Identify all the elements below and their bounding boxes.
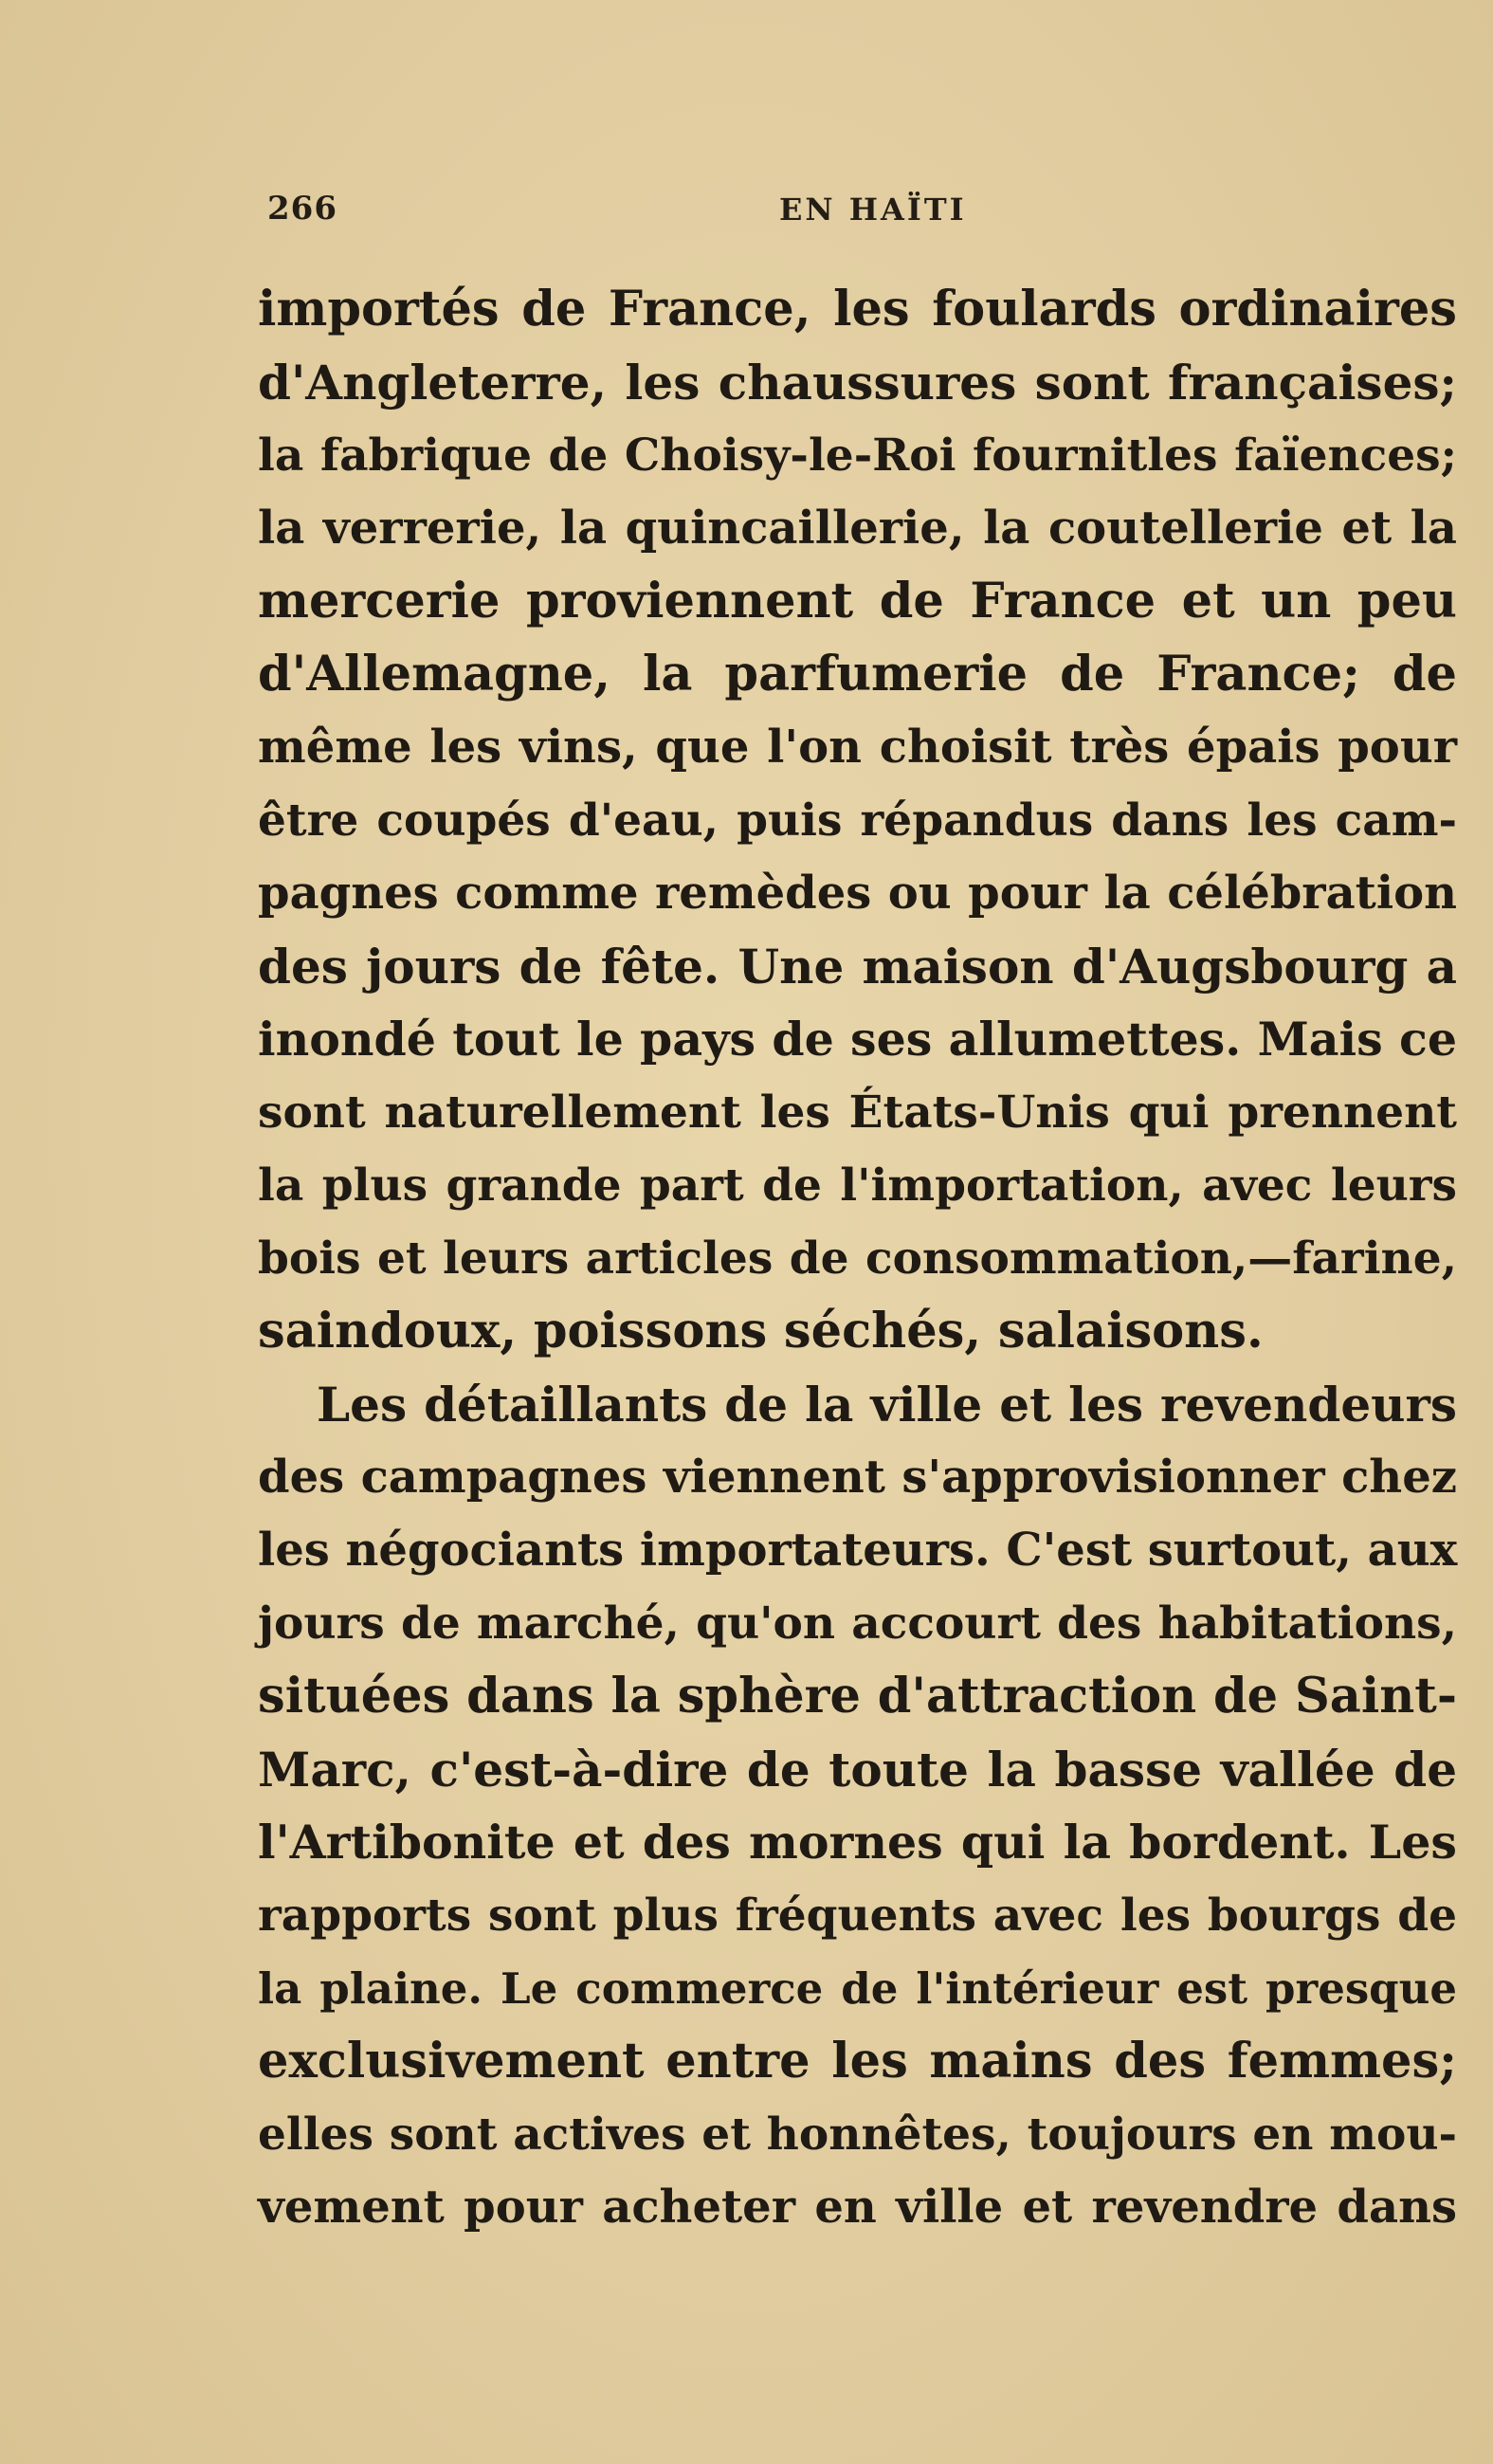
text-line: importés de France, les foulards ordinaires: [258, 281, 1457, 338]
text-line: l'Artibonite et des mornes qui la bordent. Les: [258, 1815, 1457, 1870]
text-line: elles sont actives et honnêtes, toujours en mou-: [258, 2108, 1457, 2161]
text-line: situées dans la sphère d'attraction de Saint-: [258, 1668, 1457, 1725]
text-line: bois et leurs articles de consommation,—farine,: [258, 1232, 1457, 1285]
text-line: la fabrique de Choisy-le-Roi fournitles faïences;: [258, 429, 1457, 482]
text-line: la verrerie, la quincaillerie, la coutellerie et la: [258, 502, 1457, 555]
body-text: [258, 273, 1457, 2244]
text-line: d'Allemagne, la parfumerie de France; de: [258, 646, 1457, 703]
text-line: pagnes comme remèdes ou pour la célébration: [258, 867, 1457, 920]
text-line: inondé tout le pays de ses allumettes. Mais ce: [258, 1012, 1457, 1067]
text-line: même les vins, que l'on choisit très épais pour: [258, 721, 1457, 774]
text-line: mercerie proviennent de France et un peu: [258, 573, 1457, 630]
text-line: vement pour acheter en ville et revendre dans: [258, 2181, 1457, 2234]
text-line: Marc, c'est-à-dire de toute la basse vallée de: [258, 1742, 1457, 1798]
text-line: les négociants importateurs. C'est surtout, aux: [258, 1524, 1458, 1577]
text-line: jours de marché, qu'on accourt des habitations,: [258, 1597, 1457, 1650]
text-line: la plus grande part de l'importation, avec leurs: [258, 1159, 1457, 1212]
text-line: des campagnes viennent s'approvisionner chez: [258, 1451, 1457, 1504]
paragraph-start-line: Les détaillants de la ville et les revendeurs: [317, 1377, 1457, 1433]
text-line: rapports sont plus fréquents avec les bourgs de: [258, 1889, 1457, 1942]
text-line: être coupés d'eau, puis répandus dans les cam-: [258, 794, 1457, 847]
text-line: des jours de fête. Une maison d'Augsbourg a: [258, 939, 1457, 995]
page-header: [267, 190, 1471, 237]
running-title: EN HAÏTI: [779, 192, 967, 228]
text-line: la plaine. Le commerce de l'intérieur est presque: [258, 1963, 1457, 2014]
text-line: d'Angleterre, les chaussures sont françaises;: [258, 355, 1457, 411]
text-line: exclusivement entre les mains des femmes;: [258, 2033, 1457, 2090]
paragraph-end-line: saindoux, poissons séchés, salaisons.: [258, 1303, 1264, 1360]
text-line: sont naturellement les États-Unis qui prennent: [258, 1086, 1457, 1139]
page-number: 266: [267, 190, 337, 228]
